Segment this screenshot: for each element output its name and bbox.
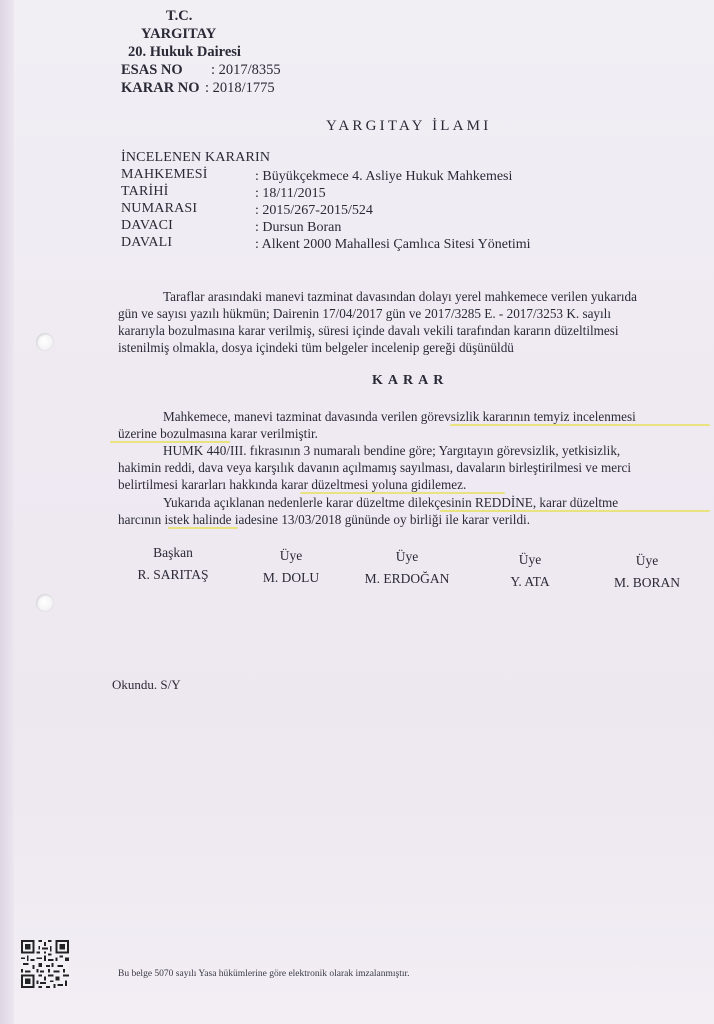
signatory-role: Üye: [279, 548, 303, 563]
decision-line: üzerine bozulmasına karar verilmiştir.: [118, 426, 318, 441]
field-label-davali: DAVALI: [121, 235, 173, 250]
signatory-name: M. ERDOĞAN: [364, 571, 450, 586]
esas-no-label: ESAS NO: [121, 62, 183, 78]
punch-hole-upper: [36, 333, 54, 351]
field-label-davaci: DAVACI: [121, 218, 174, 233]
esas-no-value: : 2017/8355: [211, 62, 281, 78]
okundu-note: Okundu. S/Y: [112, 677, 181, 692]
karar-no-label: KARAR NO: [121, 80, 200, 96]
fields-heading: İNCELENEN KARARIN: [121, 150, 271, 165]
signatory-role: Üye: [635, 553, 659, 568]
signatory-name: M. DOLU: [262, 570, 320, 585]
intro-line: gün ve sayısı yazılı hükmün; Dairenin 17/04/2017 gün ve 2017/3285 E. - 2017/3253 K. sayılı: [118, 306, 612, 321]
intro-line: istenilmiş olmakla, dosya içindeki tüm belgeler incelenip gereği düşünüldü: [118, 340, 514, 355]
signatory-name: M. BORAN: [613, 575, 680, 590]
field-value-davaci: : Dursun Boran: [255, 220, 342, 235]
field-value-mahkemesi: : Büyükçekmece 4. Asliye Hukuk Mahkemesi: [255, 169, 513, 184]
signatory-role: Başkan: [153, 545, 193, 560]
decision-line: harcının istek halinde iadesine 13/03/2018 gününde oy birliği ile karar verildi.: [118, 512, 531, 527]
punch-hole-lower: [36, 594, 54, 612]
header-chamber: 20. Hukuk Dairesi: [128, 44, 241, 60]
field-value-tarihi: : 18/11/2015: [255, 186, 326, 201]
signatory-role: Üye: [518, 552, 542, 567]
header-tc: T.C.: [166, 8, 193, 24]
field-value-davali: : Alkent 2000 Mahallesi Çamlıca Sitesi Yönetimi: [255, 237, 531, 252]
decision-line: Mahkemece, manevi tazminat davasında verilen görevsizlik kararının temyiz incelenmesi: [163, 409, 636, 424]
footer-note: Bu belge 5070 sayılı Yasa hükümlerine göre elektronik olarak imzalanmıştır.: [118, 969, 410, 979]
page-edge-shadow: [0, 0, 14, 1024]
decision-heading: KARAR: [372, 373, 449, 388]
document-title: YARGITAY İLAMI: [326, 118, 492, 134]
field-label-tarihi: TARİHİ: [121, 184, 169, 199]
intro-line: kararıyla bozulmasına karar verilmiş, süresi içinde davalı vekili tarafından kararın düzeltilmesi: [118, 323, 619, 338]
decision-line: hakimin reddi, dava veya karşılık davanın açılmamış sayılması, davaların birleştirilmesi ve merci: [118, 460, 632, 475]
decision-line: HUMK 440/III. fıkrasının 3 numaralı bendine göre; Yargıtayın görevsizlik, yetkisizlik,: [163, 443, 621, 458]
signatory-name: Y. ATA: [510, 574, 550, 589]
decision-line: belirtilmesi kararları hakkında karar düzeltmesi yoluna gidilemez.: [118, 477, 467, 492]
decision-line: Yukarıda açıklanan nedenlerle karar düzeltme dilekçesinin REDDİNE, karar düzeltme: [163, 495, 619, 510]
header-court: YARGITAY: [141, 26, 217, 42]
signatory-name: R. SARITAŞ: [137, 567, 209, 582]
field-label-numarasi: NUMARASI: [121, 201, 198, 216]
qr-code-icon: [21, 940, 69, 988]
signatory-role: Üye: [395, 549, 419, 564]
karar-no-value: : 2018/1775: [205, 80, 275, 96]
field-value-numarasi: : 2015/267-2015/524: [255, 203, 373, 218]
field-label-mahkemesi: MAHKEMESİ: [121, 167, 208, 182]
intro-line: Taraflar arasındaki manevi tazminat davasından dolayı yerel mahkemece verilen yukarıda: [163, 289, 637, 304]
